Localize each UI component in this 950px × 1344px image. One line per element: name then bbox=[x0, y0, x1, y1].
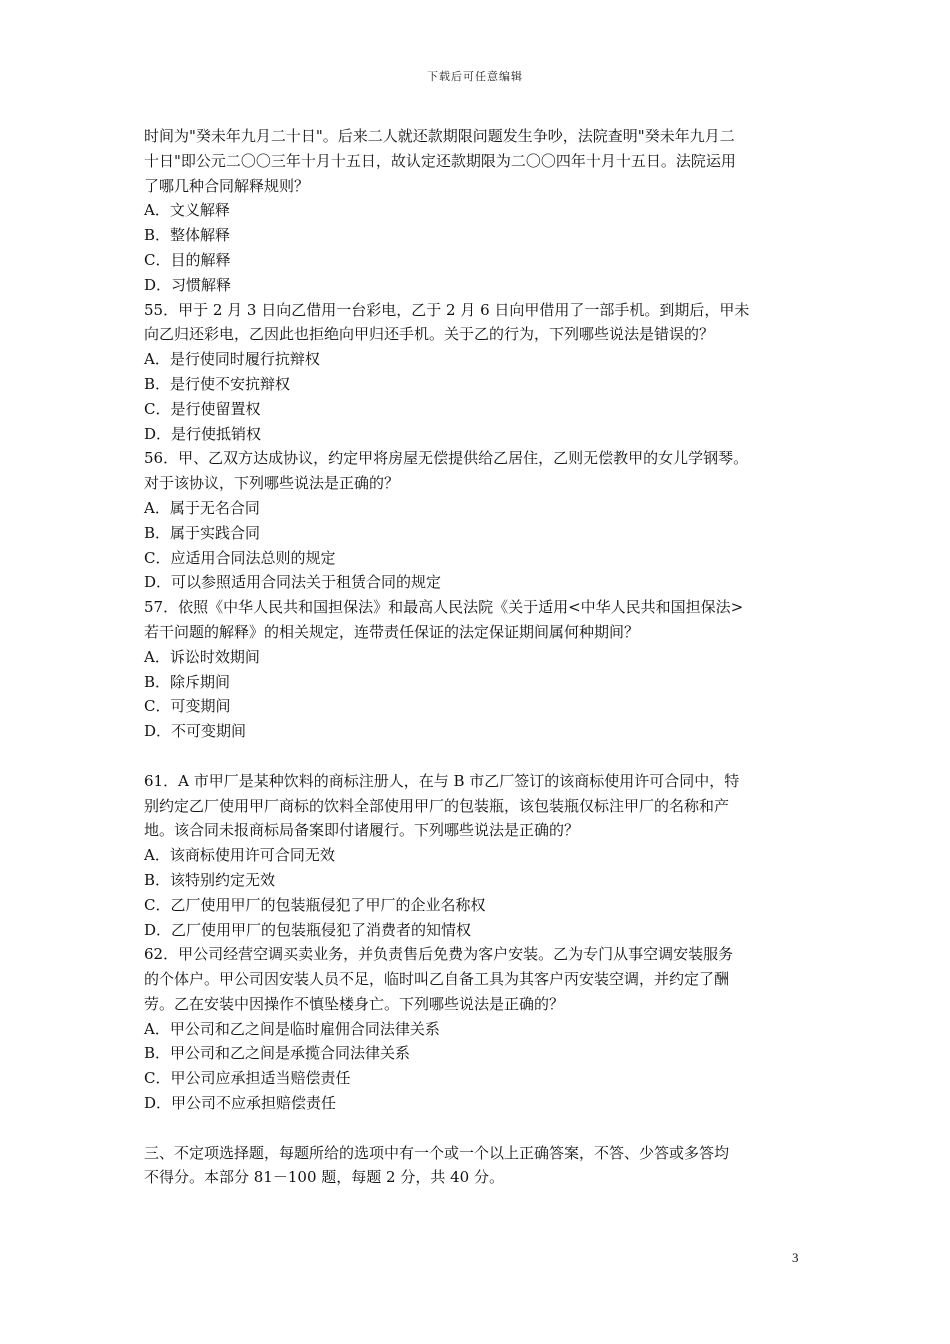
question-text-line: 61．A 市甲厂是某种饮料的商标注册人，在与 B 市乙厂签订的该商标使用许可合同中，特 bbox=[144, 771, 740, 790]
question-57 bbox=[144, 595, 814, 744]
question-text-line: 62．甲公司经营空调买卖业务，并负责售后免费为客户安装。乙为专门从事空调安装服务 bbox=[144, 945, 734, 964]
option-a: A．是行使同时履行抗辩权 bbox=[144, 350, 320, 369]
section-text-line: 不得分。本部分 81－100 题，每题 2 分，共 40 分。 bbox=[144, 1168, 504, 1187]
option-a: A．属于无名合同 bbox=[144, 498, 260, 517]
option-a: A．文义解释 bbox=[144, 201, 230, 220]
option-c: C．是行使留置权 bbox=[144, 399, 261, 418]
question-text-line: 别约定乙厂使用甲厂商标的饮料全部使用甲厂的包装瓶，该包装瓶仅标注甲厂的名称和产 bbox=[144, 796, 730, 815]
option-d: D．可以参照适用合同法关于租赁合同的规定 bbox=[144, 573, 442, 592]
question-text-line: 地。该合同未报商标局备案即付诸履行。下列哪些说法是正确的？ bbox=[144, 821, 580, 840]
page-header: 下载后可任意编辑 bbox=[427, 70, 523, 83]
question-text-line: 的个体户。甲公司因安装人员不足，临时叫乙自备工具为其客户丙安装空调，并约定了酬 bbox=[144, 970, 730, 989]
option-a: A．甲公司和乙之间是临时雇佣合同法律关系 bbox=[144, 1019, 440, 1038]
option-d: D．乙厂使用甲厂的包装瓶侵犯了消费者的知情权 bbox=[144, 920, 472, 939]
document-body bbox=[144, 124, 814, 1190]
option-c: C．目的解释 bbox=[144, 250, 231, 269]
option-b: B．整体解释 bbox=[144, 226, 231, 245]
blank-line bbox=[144, 1116, 814, 1141]
question-text-line: 时间为"癸未年九月二十日"。后来二人就还款期限问题发生争吵，法院查明"癸未年九月二 bbox=[144, 127, 735, 145]
question-text-line: 对于该协议，下列哪些说法是正确的？ bbox=[144, 474, 400, 493]
option-b: B．属于实践合同 bbox=[144, 523, 261, 542]
question-55 bbox=[144, 298, 814, 447]
option-b: B．是行使不安抗辩权 bbox=[144, 374, 291, 393]
question-61 bbox=[144, 769, 814, 943]
option-b: B．除斥期间 bbox=[144, 672, 231, 691]
option-b: B．甲公司和乙之间是承揽合同法律关系 bbox=[144, 1044, 411, 1063]
question-text-line: 十日"即公元二〇〇三年十月十五日，故认定还款期限为二〇〇四年十月十五日。法院运用 bbox=[144, 151, 736, 170]
question-text-line: 56．甲、乙双方达成协议，约定甲将房屋无偿提供给乙居住，乙则无偿教甲的女儿学钢琴。 bbox=[144, 449, 749, 468]
option-d: D．习惯解释 bbox=[144, 275, 232, 294]
question-text-line: 若干问题的解释》的相关规定，连带责任保证的法定保证期间属何种期间？ bbox=[144, 622, 640, 641]
option-c: C．乙厂使用甲厂的包装瓶侵犯了甲厂的企业名称权 bbox=[144, 895, 486, 914]
option-a: A．诉讼时效期间 bbox=[144, 647, 260, 666]
option-a: A．该商标使用许可合同无效 bbox=[144, 846, 335, 865]
question-text-line: 劳。乙在安装中因操作不慎坠楼身亡。下列哪些说法是正确的？ bbox=[144, 994, 565, 1013]
option-d: D．不可变期间 bbox=[144, 722, 247, 741]
question-62 bbox=[144, 942, 814, 1116]
question-text-line: 55．甲于 2 月 3 日向乙借用一台彩电，乙于 2 月 6 日向甲借用了一部手机。到期后，甲未 bbox=[144, 300, 750, 319]
question-intro-continued bbox=[144, 124, 814, 298]
blank-line bbox=[144, 744, 814, 769]
section-text-line: 三、不定项选择题，每题所给的选项中有一个或一个以上正确答案，不答、少答或多答均 bbox=[144, 1143, 730, 1162]
section-3-instructions bbox=[144, 1141, 814, 1191]
option-b: B．该特别约定无效 bbox=[144, 870, 276, 889]
option-d: D．甲公司不应承担赔偿责任 bbox=[144, 1094, 337, 1113]
page-number: 3 bbox=[792, 1250, 799, 1265]
option-c: C．应适用合同法总则的规定 bbox=[144, 548, 336, 567]
question-text-line: 向乙归还彩电，乙因此也拒绝向甲归还手机。关于乙的行为，下列哪些说法是错误的？ bbox=[144, 325, 715, 344]
question-56 bbox=[144, 446, 814, 595]
question-text-line: 了哪几种合同解释规则？ bbox=[144, 176, 310, 195]
option-d: D．是行使抵销权 bbox=[144, 424, 262, 443]
option-c: C．可变期间 bbox=[144, 697, 231, 716]
option-c: C．甲公司应承担适当赔偿责任 bbox=[144, 1069, 351, 1088]
question-text-line: 57．依照《中华人民共和国担保法》和最高人民法院《关于适用<中华人民共和国担保法> bbox=[144, 598, 744, 617]
